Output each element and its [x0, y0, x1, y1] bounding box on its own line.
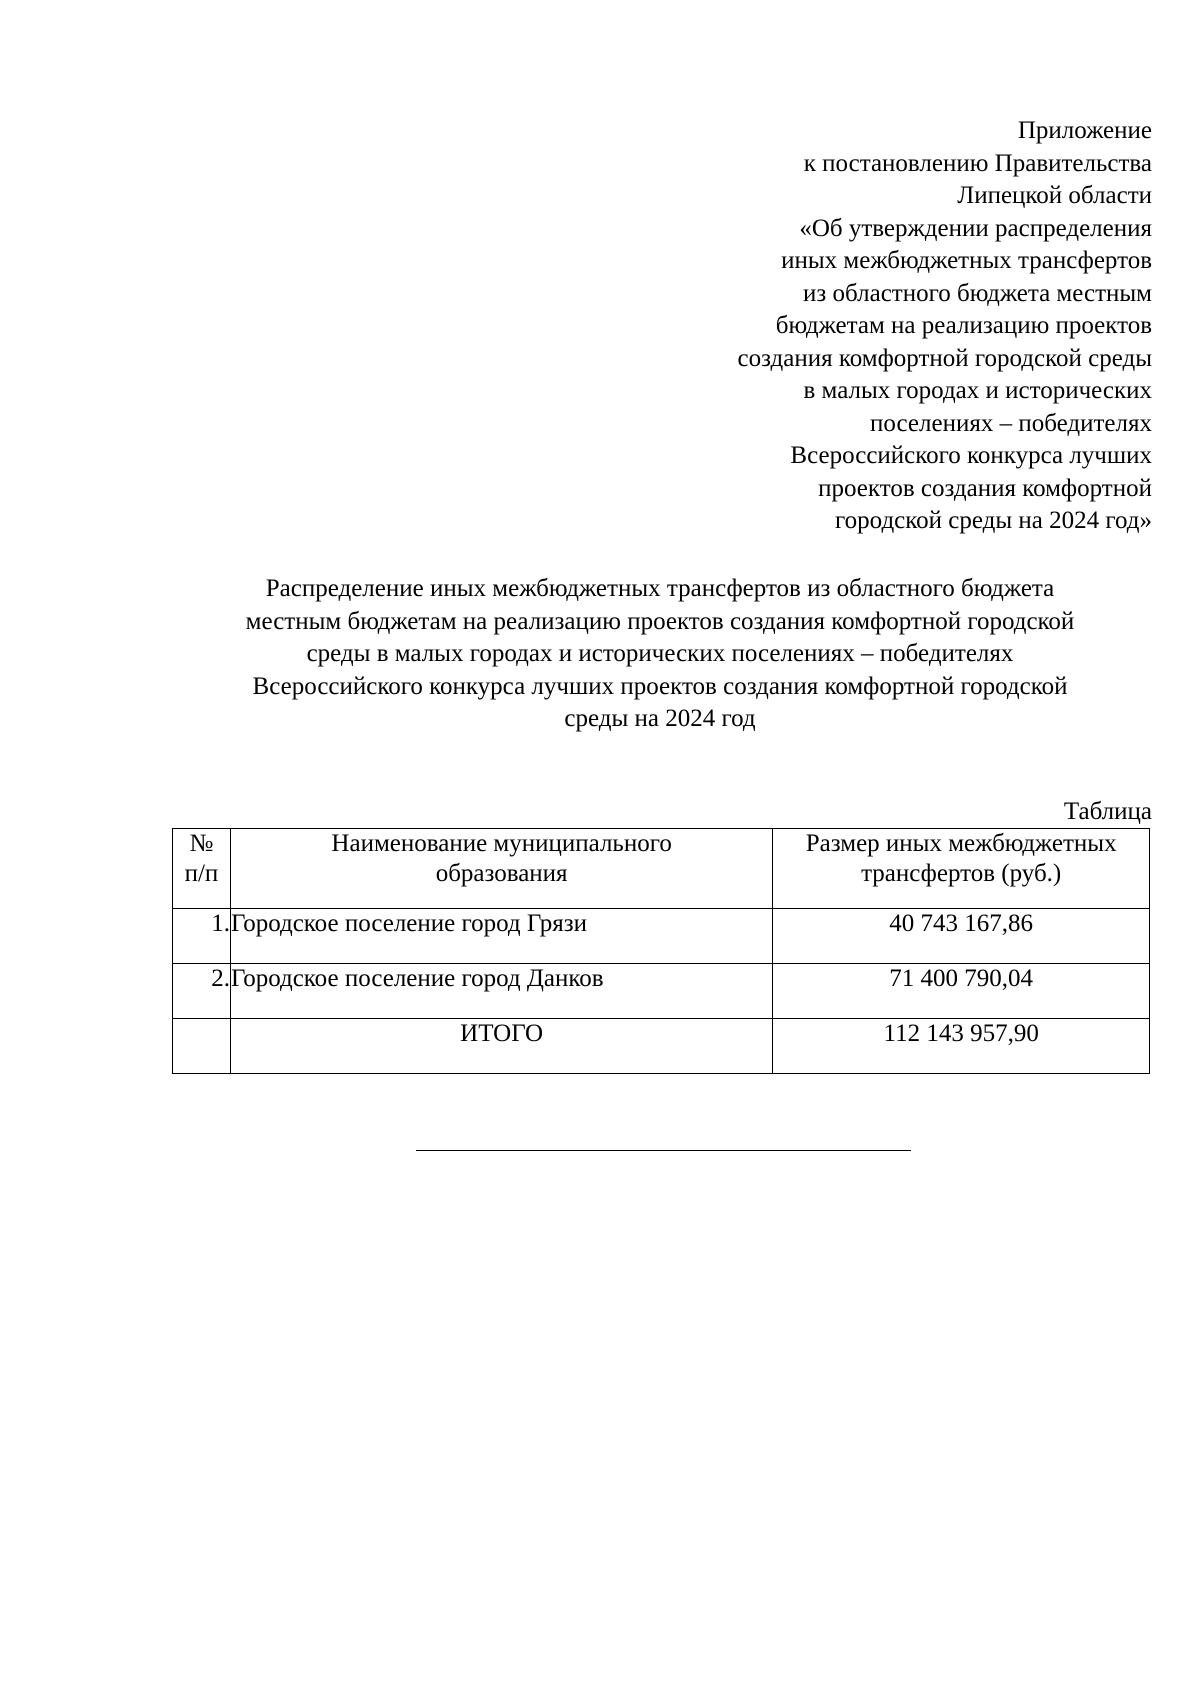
- table-row: [173, 964, 1150, 1019]
- table-caption: Таблица: [1063, 798, 1152, 825]
- appendix-line: Приложение: [1017, 117, 1152, 144]
- row-name: Городское поселение город Грязи: [230, 909, 772, 964]
- heading-line: среды на 2024 год: [564, 705, 756, 732]
- table-total-row: [173, 1019, 1150, 1074]
- row-num: 1.: [173, 909, 231, 964]
- appendix-line: «Об утверждении распределения: [799, 214, 1152, 242]
- table-header-row: [173, 829, 1150, 909]
- appendix-line: бюджетам на реализацию проектов: [775, 312, 1152, 339]
- heading-line: среды в малых городах и исторических поселениях – победителях: [306, 640, 1014, 667]
- total-label: ИТОГО: [230, 1019, 772, 1074]
- transfers-table: [172, 828, 1150, 1074]
- row-amount: 40 743 167,86: [773, 909, 1150, 964]
- appendix-line: в малых городах и исторических: [803, 377, 1152, 404]
- end-divider: [416, 1150, 911, 1151]
- appendix-line: из областного бюджета местным: [803, 279, 1152, 307]
- appendix-line: поселениях – победителях: [870, 409, 1152, 437]
- appendix-line: Липецкой области: [957, 182, 1152, 209]
- total-num: [173, 1019, 231, 1074]
- appendix-line: создания комфортной городской среды: [737, 344, 1152, 372]
- row-amount: 71 400 790,04: [773, 964, 1150, 1019]
- heading-line: местным бюджетам на реализацию проектов создания комфортной городской: [245, 607, 1075, 635]
- appendix-line: иных межбюджетных трансфертов: [781, 247, 1152, 274]
- appendix-line: к постановлению Правительства: [803, 149, 1152, 177]
- heading-line: Всероссийского конкурса лучших проектов создания комфортной городской: [252, 672, 1068, 700]
- appendix-line: Всероссийского конкурса лучших: [790, 442, 1152, 469]
- total-amount: 112 143 957,90: [773, 1019, 1150, 1074]
- appendix-line: проектов создания комфортной: [818, 474, 1152, 502]
- row-num: 2.: [173, 964, 231, 1019]
- table-row: [173, 909, 1150, 964]
- header-num: № п/п: [173, 829, 231, 909]
- appendix-block: [632, 115, 1152, 538]
- document-heading: [160, 573, 1160, 736]
- header-amount: Размер иных межбюджетных трансфертов (руб.): [773, 829, 1150, 909]
- row-name: Городское поселение город Данков: [230, 964, 772, 1019]
- appendix-line: городской среды на 2024 год»: [835, 507, 1152, 534]
- header-name: Наименование муниципального образования: [230, 829, 772, 909]
- heading-line: Распределение иных межбюджетных трансфертов из областного бюджета: [265, 575, 1055, 602]
